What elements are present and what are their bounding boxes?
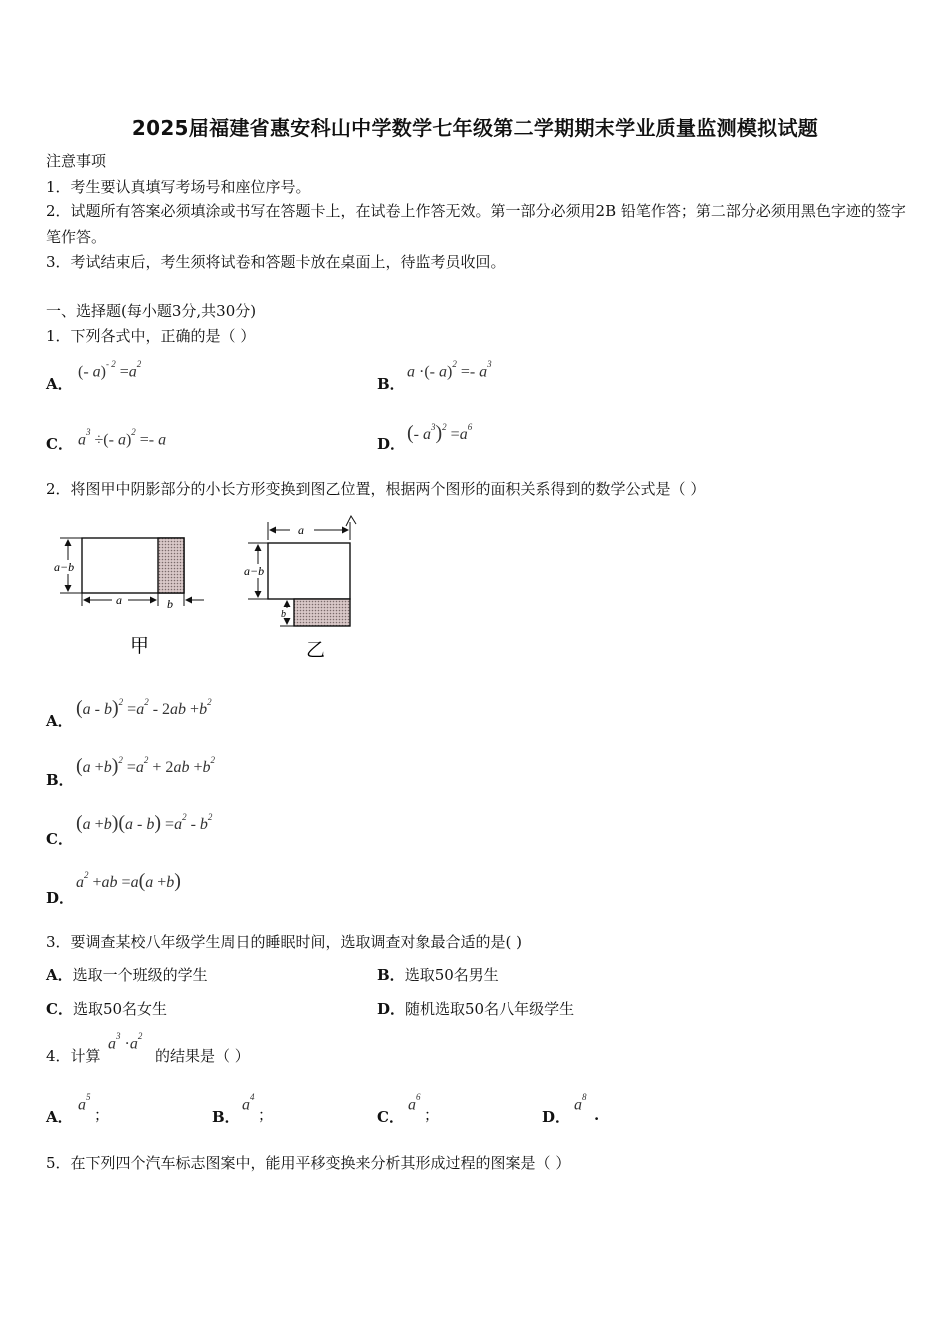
q2-label-b: B． [46, 771, 74, 789]
q1-label-c: C． [46, 435, 73, 453]
q1-label-d: D． [377, 435, 406, 453]
q4-formula-d: $a^8$ [574, 1092, 587, 1114]
notice-item-1: 1．考生要认真填写考场号和座位序号。 [46, 178, 311, 196]
jia-caption: 甲 [130, 636, 150, 657]
q2-formula-b: $(a +b)^2 =a^2 + 2ab +b^2$ [76, 754, 215, 777]
q4-end: . [594, 1106, 600, 1124]
q5-stem: 5．在下列四个汽车标志图案中，能用平移变换来分析其形成过程的图案是（ ） [46, 1154, 571, 1172]
yi-caption: 乙 [306, 640, 326, 661]
q4-sep-a: ； [94, 1106, 110, 1124]
q2-stem: 2．将图甲中阴影部分的小长方形变换到图乙位置，根据两个图形的面积关系得到的数学公式是（ ） [46, 480, 706, 498]
q1-formula-c: $a^3$ ÷(- a)$^2$ =- a [78, 427, 167, 449]
q4-formula-a: $a^5$ [78, 1092, 91, 1114]
q2-formula-d: $a^2 +ab =a(a +b)$ [76, 869, 181, 892]
q2-label-d: D． [46, 889, 75, 907]
q4-label-c: C． [377, 1108, 404, 1126]
figure-jia [54, 538, 204, 657]
q3-option-a: A．选取一个班级的学生 [46, 966, 208, 984]
q3-option-b: B．选取50名男生 [377, 966, 499, 984]
q3-stem: 3．要调查某校八年级学生周日的睡眠时间，选取调查对象最合适的是( ) [46, 933, 523, 951]
q4-label-a: A． [46, 1108, 73, 1126]
notice-item-2: 2．试题所有答案必须填涂或书写在答题卡上，在试卷上作答无效。第一部分必须用2B 铅笔作答；第二部分必须用黑色字迹的签字笔作答。 [46, 202, 906, 246]
q1-label-b: B． [377, 375, 405, 393]
yi-side-label: a−b [244, 564, 265, 578]
q4-stem-prefix: 4．计算 [46, 1047, 101, 1065]
q1-formula-d: (- $a^3)^2 =a^6$ [407, 421, 473, 444]
q4-formula-b: $a^4$ [242, 1092, 255, 1114]
q3-option-d: D．随机选取50名八年级学生 [377, 1000, 575, 1018]
yi-rect [268, 543, 350, 599]
q2-label-a: A． [46, 712, 73, 730]
jia-bottom-a: a [116, 593, 122, 607]
q4-sep-b: ； [258, 1106, 274, 1124]
q4-label-b: B． [212, 1108, 240, 1126]
page-title: 2025届福建省惠安科山中学数学七年级第二学期期末学业质量监测模拟试题 [131, 116, 819, 140]
q4-sep-c: ； [424, 1106, 440, 1124]
q4-stem-suffix: 的结果是（ ） [155, 1047, 250, 1065]
jia-side-label: a−b [54, 560, 75, 574]
q1-formula-b: a ·(- $a)^2 =- a^3$ [407, 359, 492, 381]
q4-label-d: D． [542, 1108, 571, 1126]
q1-label-a: A． [46, 375, 73, 393]
q1-stem: 1．下列各式中，正确的是（ ） [46, 327, 256, 345]
jia-bottom-b: b [167, 597, 173, 611]
jia-shaded [158, 538, 184, 593]
notice-item-3: 3．考试结束后，考生须将试卷和答题卡放在桌面上，待监考员收回。 [46, 253, 506, 271]
q3-option-c: C．选取50名女生 [46, 1000, 168, 1018]
yi-shaded [294, 599, 350, 626]
notice-heading: 注意事项 [46, 152, 107, 170]
q4-expression: $a^3 \cdot a^2$ [108, 1031, 143, 1053]
q2-label-c: C． [46, 830, 73, 848]
figure-yi [244, 516, 356, 661]
q2-formula-a: $(a - b)^2 =a^2 - 2ab +b^2$ [76, 696, 212, 719]
yi-bottom-b: b [281, 609, 286, 620]
q2-formula-c: $(a +b)(a - b) =a^2 - b^2$ [76, 811, 213, 834]
q1-formula-a: (- $a)^{- 2} =a^2$ [78, 359, 142, 381]
q4-formula-c: $a^6$ [408, 1092, 421, 1114]
yi-top-a: a [298, 523, 304, 537]
section-heading: 一、选择题(每小题3分,共30分) [46, 302, 257, 320]
q2-figure [44, 510, 374, 670]
